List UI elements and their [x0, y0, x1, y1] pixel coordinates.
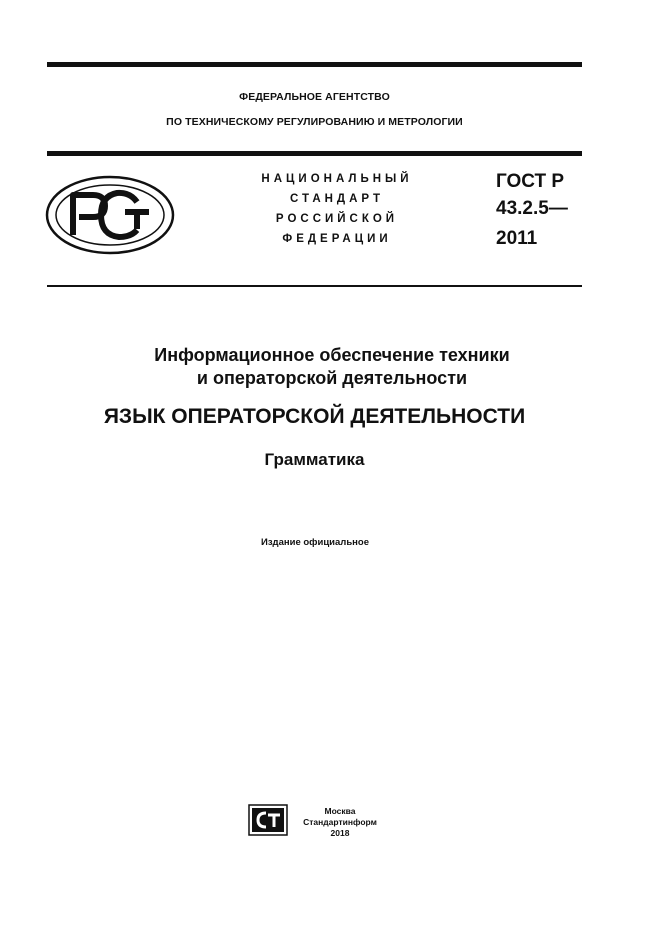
standartinform-logo-icon — [248, 804, 288, 836]
national-line-2: СТАНДАРТ — [290, 193, 384, 205]
agency-line-2: ПО ТЕХНИЧЕСКОМУ РЕГУЛИРОВАНИЮ И МЕТРОЛОГИИ — [166, 116, 463, 128]
publisher-name: Стандартинформ — [303, 817, 377, 827]
subtitle: Грамматика — [264, 450, 365, 469]
title-line-2: и операторской деятельности — [196, 368, 468, 388]
national-line-3: РОССИЙСКОЙ — [275, 213, 399, 225]
rst-logo-icon — [45, 175, 175, 255]
publisher-city: Москва — [324, 806, 356, 816]
gost-designation-line-1: ГОСТ Р — [496, 171, 565, 192]
standard-block-rule — [47, 285, 582, 287]
agency-line-1: ФЕДЕРАЛЬНОЕ АГЕНТСТВО — [239, 91, 390, 103]
national-line-1: НАЦИОНАЛЬНЫЙ — [261, 173, 413, 185]
gost-designation-line-2: 43.2.5— — [496, 198, 568, 219]
main-title: ЯЗЫК ОПЕРАТОРСКОЙ ДЕЯТЕЛЬНОСТИ — [103, 405, 526, 428]
gost-designation-line-3: 2011 — [496, 228, 538, 249]
edition-note: Издание официальное — [261, 537, 369, 548]
publisher-year: 2018 — [330, 828, 350, 838]
title-line-1: Информационное обеспечение техники — [154, 345, 510, 365]
header-rule — [47, 151, 582, 156]
national-line-4: ФЕДЕРАЦИИ — [282, 233, 392, 245]
top-rule — [47, 62, 582, 67]
